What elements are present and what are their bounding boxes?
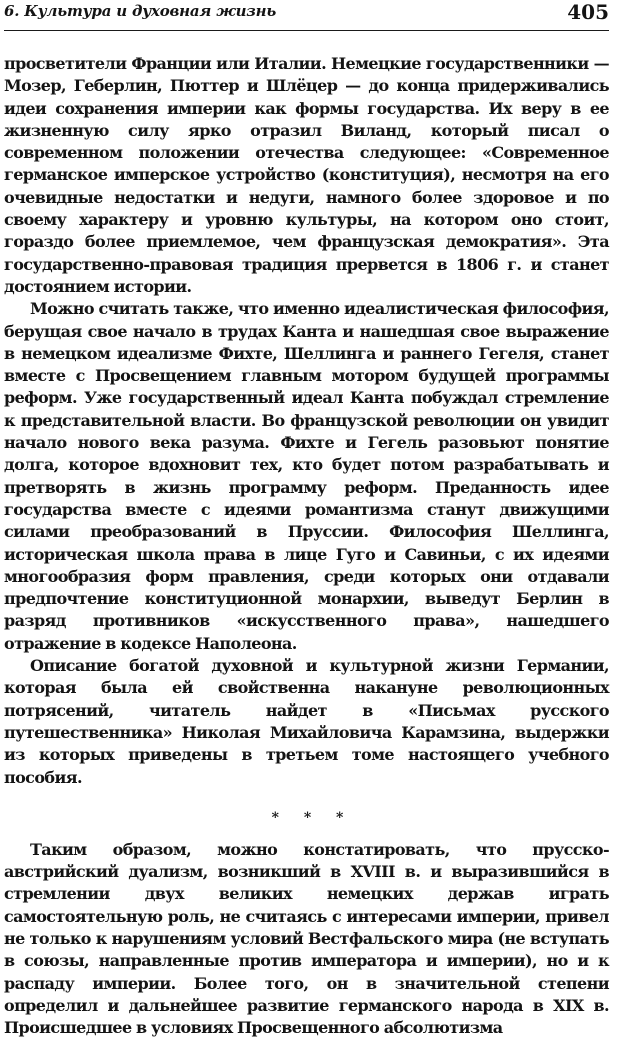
- book-page: [4, 0, 609, 1038]
- paragraph-philosophy: Можно считать также, что именно идеалистическая философия, берущая свое начало в трудах Канта и нашедшая свое выражение в немецком идеализме Фихте, Шеллинга и раннего Гегеля, станет вместе с Просвещением главным мотором будущей программы реформ. Уже государственный идеал Канта побуждал стремление к представительной власти. Во французской революции он увидит начало нового века разума. Фихте и Гегель разовьют понятие долга, которое вдохновит тех, кто будет потом разрабатывать и претворять в жизнь программу реформ. Преданность идее государства вместе с идеями романтизма станут движущими силами преобразований в Пруссии. Философия Шеллинга, историческая школа права в лице Гуго и Савиньи, с их идеями многообразия форм правления, среди которых они отдавали предпочтение конституционной монархии, выведут Берлин в разряд противников «искусственного права», нашедшего отражение в кодексе Наполеона.: [4, 299, 609, 653]
- section-separator: * * *: [271, 809, 354, 826]
- paragraph-karamzin: Описание богатой духовной и культурной жизни Германии, которая была ей свойственна накануне революционных потрясений, читатель найдет в «Письмах русского путешественника» Николая Михайловича Карамзина, выдержки из которых приведены в третьем томе настоящего учебного пособия.: [4, 656, 609, 787]
- page-number: 405: [567, 0, 609, 24]
- page-header: [4, 0, 609, 31]
- paragraph-dualism: Таким образом, можно констатировать, что прусско-австрийский дуализм, возникший в XVIII в. и выразившийся в стремлении двух великих немецких держав играть самостоятельную роль, не считаясь с интересами империи, привел не только к нарушениям условий Вестфальского мира (не вступать в союзы, направленные против императора и империи), но и к распаду империи. Более того, он в значительной степени определил и дальнейшее развитие германского народа в XIX в. Происшедшее в условиях Просвещенного абсолютизма: [4, 839, 609, 1038]
- page-body: [4, 31, 609, 1039]
- running-title: 6. Культура и духовная жизнь: [4, 2, 277, 20]
- paragraph-continuation: просветители Франции или Италии. Немецкие государственники — Мозер, Геберлин, Пюттер и Шлёцер — до конца придерживались идеи сохранения империи как формы государства. Их веру в ее жизненную силу ярко отразил Виланд, который писал о современном положении отечества следующее: «Современное германское имперское устройство (конституция), несмотря на его очевидные недостатки и недуги, намного более здоровое и по своему характеру и уровню культуры, на котором оно стоит, гораздо более приемлемое, чем французская демократия». Эта государственно-правовая традиция прервется в 1806 г. и станет достоянием истории.: [4, 54, 609, 296]
